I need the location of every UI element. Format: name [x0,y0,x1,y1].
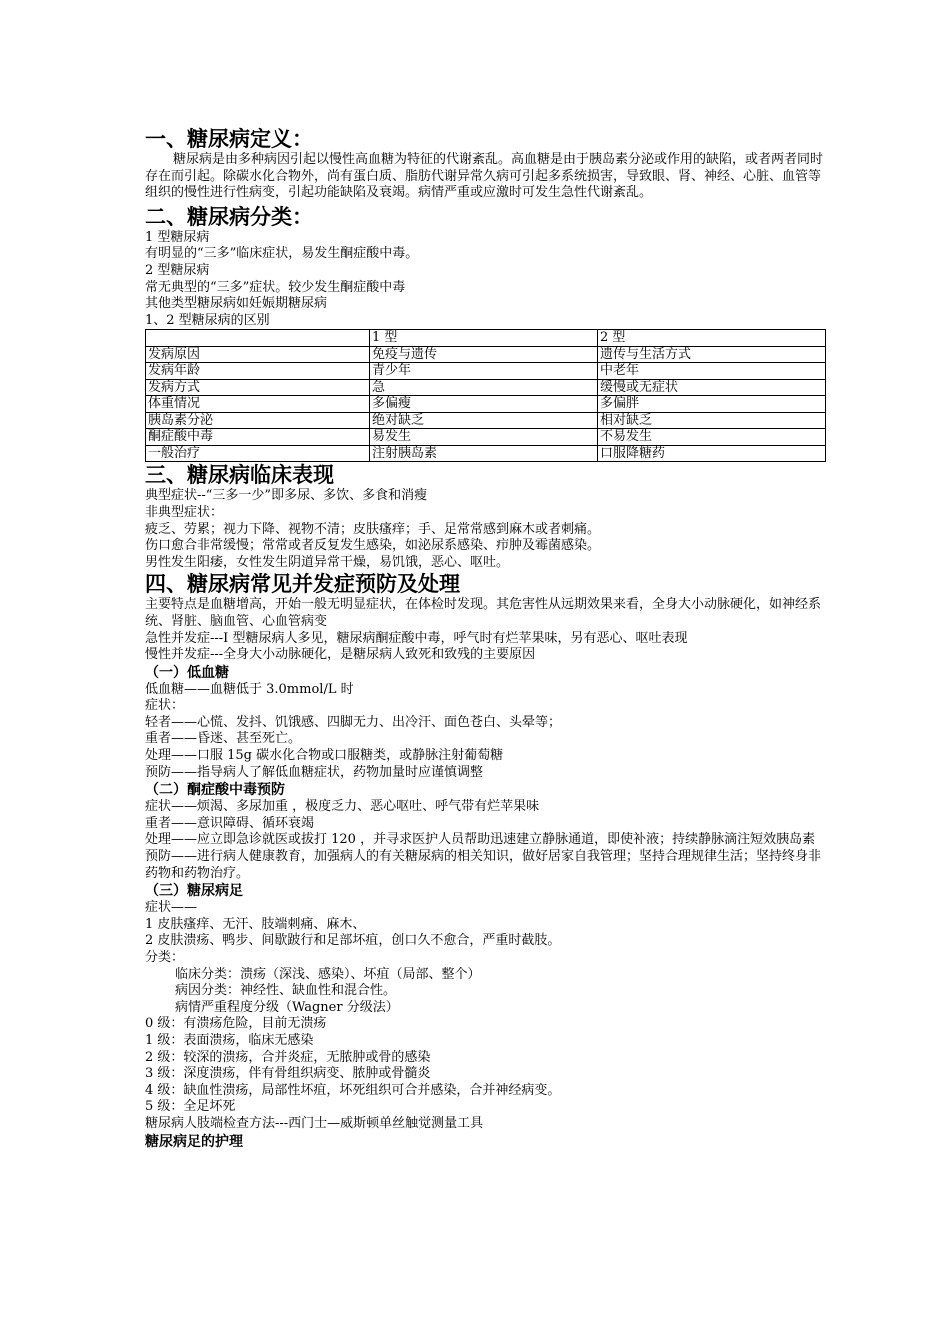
table-row [146,396,826,413]
table-cell: 口服降糖药 [598,445,826,462]
table-cell: 发病原因 [146,346,370,363]
table-cell: 一般治疗 [146,445,370,462]
section-4-heading: 四、糖尿病常见并发症预防及处理 [145,572,460,597]
type2-title: 2 型糖尿病 [145,262,210,278]
ketoacidosis-line: 重者——意识障碍、循环衰竭 [145,815,315,831]
hypoglycemia-line: 重者——昏迷、甚至死亡。 [145,731,302,747]
wagner-grade: 5 级：全足坏死 [145,1099,236,1115]
classification-line: 临床分类：溃疡（深浅、感染）、坏疽（局部、整个） [175,966,481,982]
table-cell: 发病年龄 [146,363,370,380]
wagner-grade: 0 级：有溃疡危险，目前无溃疡 [145,1016,327,1032]
ketoacidosis-heading: （二）酮症酸中毒预防 [145,782,285,799]
table-cell: 胰岛素分泌 [146,412,370,429]
table-row [146,412,826,429]
wagner-grade: 3 级：深度溃疡，伴有骨组织病变、脓肿或骨髓炎 [145,1066,431,1082]
hypoglycemia-heading: （一）低血糖 [145,664,229,681]
table-cell: 遗传与生活方式 [598,346,826,363]
table-caption: 1、2 型糖尿病的区别 [145,312,270,328]
table-cell: 发病方式 [146,379,370,396]
table-cell: 体重情况 [146,396,370,413]
ketoacidosis-line: 症状——烦渴、多尿加重 ，极度乏力、恶心呕吐、呼气带有烂苹果味 [145,799,540,815]
type1-desc: 有明显的“三多”临床症状，易发生酮症酸中毒。 [145,246,419,262]
typical-symptoms: 典型症状--“三多一少”即多尿、多饮、多食和消瘦 [145,488,428,504]
table-header-cell [146,330,370,347]
table-row [146,445,826,462]
table-cell: 易发生 [370,429,598,446]
table-header-row [146,330,826,347]
table-header-cell: 1 型 [370,330,598,347]
table-row [146,346,826,363]
acute-complication: 急性并发症---Ⅰ 型糖尿病人多见，糖尿病酮症酸中毒，呼气时有烂苹果味，另有恶心、呕吐表现 [145,630,688,646]
diabetic-foot-heading: （三）糖尿病足 [145,883,243,900]
foot-line: 1 皮肤瘙痒、无汗、肢端刺痛、麻木、 [145,916,366,932]
section-1-heading: 一、糖尿病定义： [145,127,313,151]
atypical-label: 非典型症状： [145,504,224,520]
wagner-grade: 2 级：较深的溃疡，合并炎症，无脓肿或骨的感染 [145,1049,431,1065]
table-cell: 免疫与遗传 [370,346,598,363]
hypoglycemia-line: 低血糖——血糖低于 3.0mmol/L 时 [145,681,354,697]
comparison-table [145,329,826,462]
classification-line: 病情严重程度分级（Wagner 分级法） [175,999,399,1015]
definition-paragraph: 糖尿病是由多种病因引起以慢性高血糖为特征的代谢紊乱。高血糖是由于胰岛素分泌或作用的缺陷，或者两者同时存在而引起。除碳水化合物外，尚有蛋白质、脂肪代谢异常久病可引起多系统损害，导致眼、肾、神经、心脏、血管等组织的慢性进行性病变，引起功能缺陷及衰竭。病情严重或应激时可发生急性代谢紊乱。 [145,152,824,201]
wagner-grade: 4 级：缺血性溃疡，局部性坏疽，坏死组织可合并感染，合并神经病变。 [145,1082,561,1098]
table-cell: 绝对缺乏 [370,412,598,429]
hypoglycemia-line: 轻者——心慌、发抖、饥饿感、四脚无力、出冷汗、面色苍白、头晕等； [145,714,562,730]
type2-desc: 常无典型的“三多”症状。较少发生酮症酸中毒 [145,279,406,295]
table-cell: 注射胰岛素 [370,445,598,462]
classification-line: 病因分类：神经性、缺血性和混合性。 [175,983,397,999]
exam-method: 糖尿病人肢端检查方法---西门士—威斯顿单丝触觉测量工具 [145,1115,484,1131]
table-header-cell: 2 型 [598,330,826,347]
other-types: 其他类型糖尿病如妊娠期糖尿病 [145,296,328,312]
wagner-grade: 1 级：表面溃疡，临床无感染 [145,1032,314,1048]
chronic-complication: 慢性并发症---全身大小动脉硬化，是糖尿病人致死和致残的主要原因 [145,647,536,663]
complication-intro: 主要特点是血糖增高，开始一般无明显症状，在体检时发现。其危害性从远期效果来看，全身大小动脉硬化，如神经系统、肾脏、脑血管、心血管病变 [145,597,822,629]
ketoacidosis-treatment: 处理——应立即急诊就医或拔打 120 ，并寻求医护人员帮助迅速建立静脉通道，即使补液；持续静脉滴注短效胰岛素 [145,832,816,848]
table-row [146,363,826,380]
table-cell: 青少年 [370,363,598,380]
table-cell: 多偏胖 [598,396,826,413]
atypical-line: 疲乏、劳累；视力下降、视物不清；皮肤瘙痒；手、足常常感到麻木或者刺痛。 [145,521,601,537]
table-cell: 缓慢或无症状 [598,379,826,396]
table-cell: 不易发生 [598,429,826,446]
type1-title: 1 型糖尿病 [145,229,210,245]
table-cell: 酮症酸中毒 [146,429,370,446]
table-cell: 多偏瘦 [370,396,598,413]
foot-line: 分类： [145,950,185,965]
hypoglycemia-line: 预防——指导病人了解低血糖症状，药物加量时应谨慎调整 [145,764,484,780]
ketoacidosis-prevention: 预防——进行病人健康教育，加强病人的有关糖尿病的相关知识，做好居家自我管理；坚持合理规律生活；坚持终身非药物和药物治疗。 [145,849,822,881]
section-2-heading: 二、糖尿病分类： [145,204,313,229]
foot-line: 2 皮肤溃疡、鸭步、间歇跛行和足部坏疽，创口久不愈合，严重时截肢。 [145,933,561,949]
table-cell: 急 [370,379,598,396]
section-3-heading: 三、糖尿病临床表现 [145,463,334,488]
table-row [146,429,826,446]
hypoglycemia-line: 处理——口服 15g 碳水化合物或口服糖类，或静脉注射葡萄糖 [145,748,504,764]
atypical-line: 男性发生阳痿，女性发生阴道异常干燥，易饥饿，恶心、呕吐。 [145,554,510,570]
table-row [146,379,826,396]
table-cell: 中老年 [598,363,826,380]
document-page [145,126,825,1151]
foot-care-heading: 糖尿病足的护理 [145,1133,243,1150]
atypical-line: 伤口愈合非常缓慢；常常或者反复发生感染，如泌尿系感染、疖肿及霉菌感染。 [145,538,601,554]
hypoglycemia-line: 症状： [145,698,185,714]
foot-line: 症状—— [145,900,198,916]
table-cell: 相对缺乏 [598,412,826,429]
